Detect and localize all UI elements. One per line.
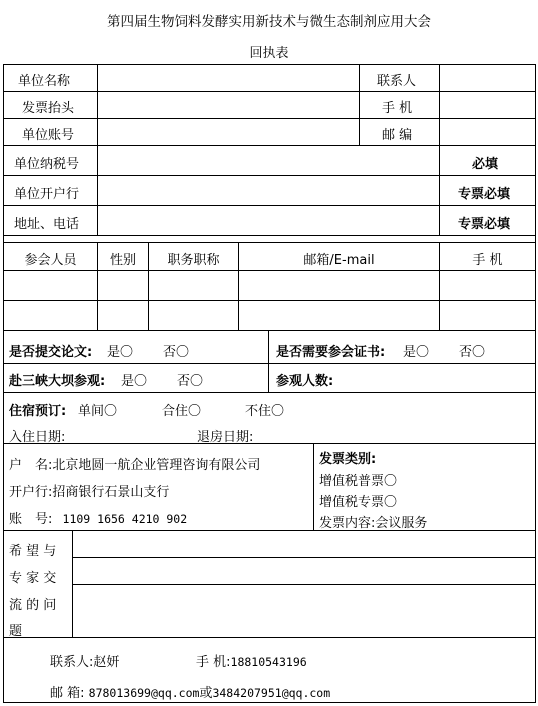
- visit-no-option[interactable]: 否〇: [177, 374, 204, 389]
- special-required-note-1: 专票必填: [458, 187, 511, 202]
- attendee-name-cell[interactable]: [4, 271, 97, 300]
- invoice-title-label: 发票抬头: [22, 101, 75, 116]
- attendee-name-cell[interactable]: [4, 301, 97, 330]
- expert-question-label-3: 流 的 问: [9, 598, 57, 613]
- tax-number-label: 单位纳税号: [14, 157, 80, 172]
- postcode-field[interactable]: [440, 119, 534, 145]
- expert-question-label-4: 题: [9, 624, 23, 639]
- tax-number-field[interactable]: [98, 146, 438, 175]
- payee-bank: 开户行:招商银行石景山支行: [9, 485, 170, 500]
- visit-label: 赴三峡大坝参观:: [9, 374, 106, 389]
- mobile-field[interactable]: [440, 92, 534, 118]
- certificate-yes-option[interactable]: 是〇: [403, 345, 430, 360]
- lodging-none-option[interactable]: 不住〇: [245, 404, 285, 419]
- attendee-mobile-cell[interactable]: [440, 271, 535, 300]
- address-phone-label: 地址、电话: [14, 217, 80, 232]
- invoice-special-option[interactable]: 增值税专票〇: [319, 495, 398, 510]
- footer-mobile-label: 手 机:: [196, 655, 231, 670]
- contact-person-label: 联系人: [377, 74, 417, 89]
- payee-account-number: 1109 1656 4210 902: [62, 512, 188, 526]
- attendee-gender-cell[interactable]: [98, 301, 148, 330]
- visit-count-label: 参观人数:: [276, 374, 334, 389]
- checkin-date-label: 入住日期:: [9, 430, 66, 445]
- payee-account-number-label: 账 号:: [9, 512, 53, 527]
- bank-field[interactable]: [98, 176, 438, 205]
- attendee-header-email: 邮箱/E-mail: [303, 253, 375, 268]
- expert-question-field-1[interactable]: [73, 531, 534, 557]
- unit-name-field[interactable]: [98, 65, 358, 91]
- footer-contact-label: 联系人:: [50, 655, 94, 670]
- footer-contact-name: 赵妍: [93, 655, 120, 670]
- paper-label: 是否提交论文:: [9, 345, 93, 360]
- invoice-content: 发票内容:会议服务: [319, 516, 428, 531]
- expert-question-label-1: 希 望 与: [9, 544, 57, 559]
- unit-account-label: 单位账号: [22, 128, 75, 143]
- address-phone-field[interactable]: [98, 206, 438, 235]
- lodging-shared-option[interactable]: 合住〇: [162, 404, 202, 419]
- certificate-no-option[interactable]: 否〇: [459, 345, 486, 360]
- attendee-header-title: 职务职称: [167, 253, 220, 268]
- special-required-note-2: 专票必填: [458, 217, 511, 232]
- form-subtitle: 回执表: [249, 46, 289, 61]
- footer-email-label: 邮 箱:: [50, 686, 85, 701]
- bank-label: 单位开户行: [14, 187, 80, 202]
- expert-question-field-3[interactable]: [73, 585, 534, 637]
- payee-account-name: 户 名:北京地圆一航企业管理咨询有限公司: [9, 458, 261, 473]
- attendee-email-cell[interactable]: [239, 271, 439, 300]
- paper-yes-option[interactable]: 是〇: [107, 345, 134, 360]
- attendee-header-mobile: 手 机: [472, 253, 503, 268]
- footer-email-1[interactable]: 878013699@qq.com: [88, 686, 200, 700]
- lodging-single-option[interactable]: 单间〇: [78, 404, 118, 419]
- footer-email-2[interactable]: 3484207951@qq.com: [212, 686, 331, 700]
- unit-name-label: 单位名称: [18, 74, 71, 89]
- mobile-label: 手 机: [382, 101, 413, 116]
- expert-question-label-2: 专 家 交: [9, 571, 57, 586]
- certificate-label: 是否需要参会证书:: [276, 345, 386, 360]
- attendee-header-name: 参会人员: [24, 253, 77, 268]
- lodging-label: 住宿预订:: [9, 404, 67, 419]
- invoice-normal-option[interactable]: 增值税普票〇: [319, 474, 398, 489]
- attendee-title-cell[interactable]: [149, 301, 238, 330]
- unit-account-field[interactable]: [98, 119, 358, 145]
- postcode-label: 邮 编: [382, 128, 413, 143]
- contact-person-field[interactable]: [440, 65, 534, 91]
- footer-email-or: 或: [199, 686, 213, 701]
- attendee-title-cell[interactable]: [149, 271, 238, 300]
- invoice-type-label: 发票类别:: [319, 452, 377, 467]
- attendee-header-gender: 性别: [109, 253, 136, 268]
- invoice-title-field[interactable]: [98, 92, 358, 118]
- checkout-date-label: 退房日期:: [197, 430, 254, 445]
- visit-count-field[interactable]: [346, 364, 534, 392]
- footer-mobile-value: 18810543196: [230, 655, 307, 669]
- expert-question-field-2[interactable]: [73, 558, 534, 584]
- required-note: 必填: [472, 157, 499, 172]
- visit-yes-option[interactable]: 是〇: [121, 374, 148, 389]
- form-title: 第四届生物饲料发酵实用新技术与微生态制剂应用大会: [107, 14, 431, 30]
- attendee-gender-cell[interactable]: [98, 271, 148, 300]
- paper-no-option[interactable]: 否〇: [163, 345, 190, 360]
- attendee-mobile-cell[interactable]: [440, 301, 535, 330]
- attendee-email-cell[interactable]: [239, 301, 439, 330]
